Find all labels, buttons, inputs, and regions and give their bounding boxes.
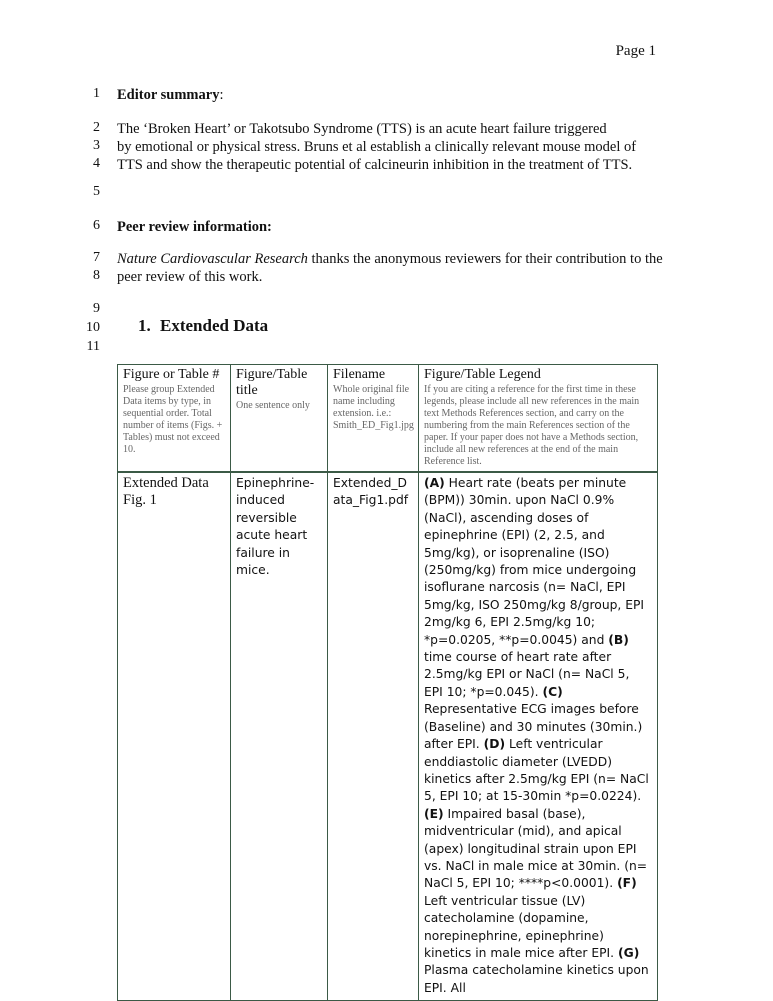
table-row [118, 472, 658, 1001]
section-title: Extended Data [160, 316, 269, 335]
header-note: Whole original file name including extension. i.e.: Smith_ED_Fig1.jpg [333, 384, 414, 431]
legend-text: Representative ECG images before (Baseline) and 30 minutes (30min.) after EPI. [424, 702, 643, 752]
legend-text: Heart rate (beats per minute (BPM)) 30min. upon NaCl 0.9% (NaCl), ascending doses of epinephrine (EPI) (2, 2.5, and 5mg/kg), or isoprenaline (ISO) (250mg/kg) from mice undergoing isoflurane narcosis (n= NaCl, EPI 5mg/kg, ISO 250mg/kg 8/group, EPI 2mg/kg 6, EPI 2.5mg/kg 10; *p=0.0205, **p=0.0045) and [424, 476, 645, 647]
header-title: Figure/Table Legend [424, 367, 541, 382]
table-header-row [118, 365, 658, 473]
legend-panel-label: (B) [608, 632, 629, 647]
extended-data-table [117, 364, 658, 1001]
legend-text: time course of heart rate after 2.5mg/kg EPI or NaCl (n= NaCl 5, EPI 10; *p=0.045). [424, 650, 630, 699]
line-number: 8 [93, 268, 100, 283]
header-legend [419, 365, 658, 473]
line-number: 2 [93, 120, 100, 135]
header-filename [328, 365, 419, 473]
legend-panel-label: (A) [424, 476, 445, 490]
line-number: 1 [93, 86, 100, 101]
line-number: 6 [93, 218, 100, 233]
line-number: 11 [86, 339, 100, 354]
legend-cell [419, 472, 658, 1001]
header-title: Figure or Table # [123, 367, 220, 382]
legend-panel-label: (F) [617, 876, 637, 891]
editor-summary-colon: : [219, 87, 224, 103]
editor-summary-heading: Editor summary [117, 87, 220, 103]
legend-text: Plasma catecholamine kinetics upon EPI. All [424, 963, 649, 995]
line-number: 5 [93, 184, 100, 199]
section-number: 1. [138, 316, 151, 335]
page-number: Page 1 [615, 43, 656, 59]
legend-panel-label: (C) [542, 684, 563, 699]
legend-panel-label: (E) [424, 806, 444, 821]
editor-summary-heading-line [117, 86, 223, 104]
figure-number-cell: Extended Data Fig. 1 [118, 472, 231, 1001]
figure-title-cell: Epinephrine-induced reversible acute heart failure in mice. [231, 472, 328, 1001]
legend-text: Left ventricular tissue (LV) catecholamine (dopamine, norepinephrine, epinephrine) kinetics in male mice after EPI. [424, 893, 618, 960]
legend-panel-label: (G) [618, 945, 640, 960]
header-note: One sentence only [236, 400, 310, 411]
line-number: 3 [93, 138, 100, 153]
legend-text: Left ventricular enddiastolic diameter (LVEDD) kinetics after 2.5mg/kg EPI (n= NaCl 5, EPI 10; at 15-30min *p=0.0224). [424, 737, 649, 804]
editor-summary-line: The ‘Broken Heart’ or Takotsubo Syndrome (TTS) is an acute heart failure triggered [117, 121, 607, 137]
header-note: Please group Extended Data items by type, in sequential order. Total number of items (Figs. + Tables) must not exceed 10. [123, 384, 223, 455]
legend-text: Impaired basal (base), midventricular (mid), and apical (apex) longitudinal strain upon EPI vs. NaCl in male mice at 30min. (n= NaCl 5, EPI 10; ****p<0.0001). [424, 806, 648, 891]
editor-summary-line: TTS and show the therapeutic potential of calcineurin inhibition in the treatment of TTS. [117, 157, 633, 173]
header-note: If you are citing a reference for the first time in these legends, please include all new references in the main text Methods References section, and carry on the numbering from the main References section of the paper. If your paper does not have a Methods section, include all new references at the end of the main Reference list. [424, 384, 640, 467]
header-figure-title [231, 365, 328, 473]
line-number: 7 [93, 250, 100, 265]
line-number: 9 [93, 301, 100, 316]
peer-review-line [117, 250, 663, 268]
filename-cell: Extended_Data_Fig1.pdf [328, 472, 419, 1001]
header-title: Filename [333, 367, 386, 382]
editor-summary-line: by emotional or physical stress. Bruns et al establish a clinically relevant mouse model of [117, 139, 637, 155]
line-number: 4 [93, 156, 100, 171]
line-number: 10 [86, 320, 100, 335]
journal-name: Nature Cardiovascular Research [117, 251, 308, 267]
peer-review-heading: Peer review information: [117, 219, 272, 235]
peer-review-text: thanks the anonymous reviewers for their contribution to the [307, 251, 663, 267]
header-figure-number [118, 365, 231, 473]
legend-panel-label: (D) [483, 737, 506, 752]
header-title: Figure/Table title [236, 367, 308, 398]
section-heading [138, 316, 268, 336]
peer-review-line: peer review of this work. [117, 269, 263, 285]
